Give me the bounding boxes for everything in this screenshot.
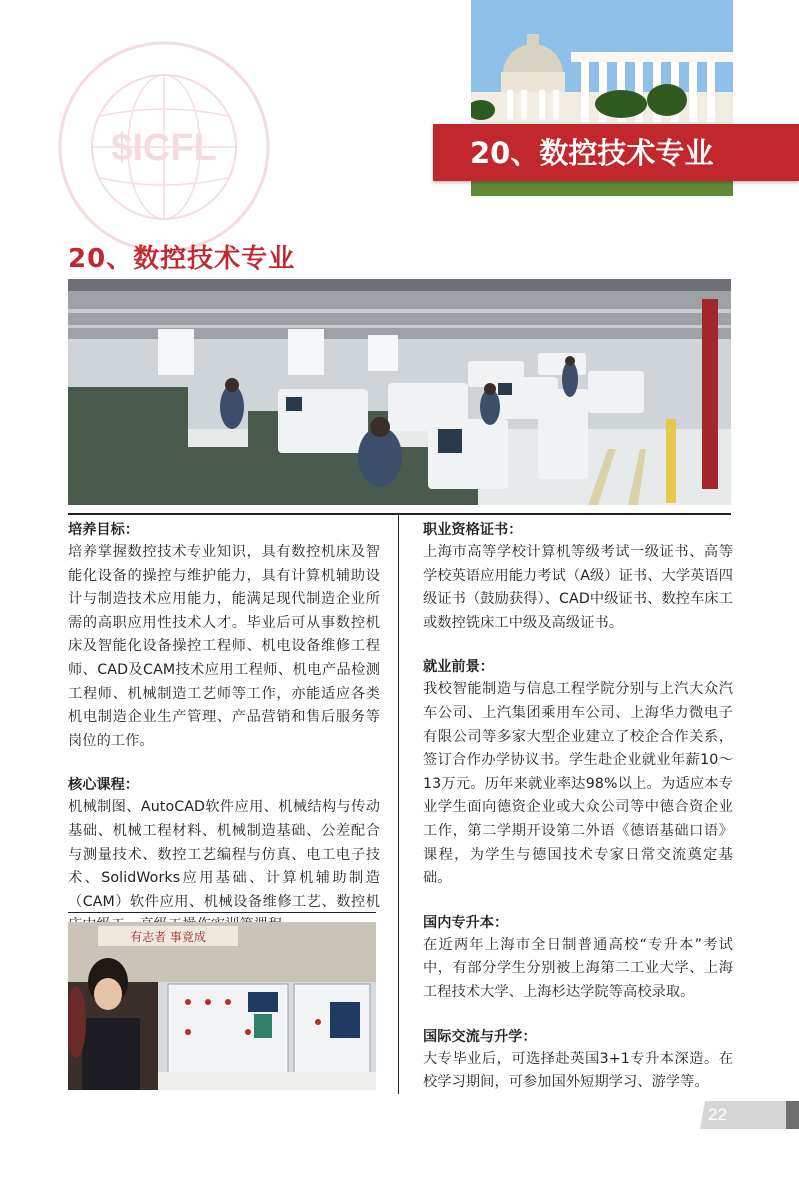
upgrade-heading: 国内专升本：	[423, 914, 509, 931]
courses-section	[68, 774, 380, 938]
left-column-divider	[68, 912, 376, 913]
certificates-section	[423, 519, 733, 635]
column-divider	[398, 514, 399, 1094]
page-number-tab-edge	[786, 1101, 799, 1129]
electrical-lab-photo	[68, 922, 376, 1090]
employment-heading: 就业前景：	[423, 659, 494, 676]
goal-text: 培养掌握数控技术专业知识，具有数控机床及智能化设备的操控与维护能力，具有计算机辅助设计与制造技术应用能力，能满足现代制造企业所需的高职应用性技术人才。毕业后可从事数控机床及智能化设备操控工程师、机电设备维修工程师、CAD及CAM技术应用工程师、机电产品检测工程师、机械制造工艺师等工作，亦能适应各类机电制造企业生产管理、产品营销和售后服务等岗位的工作。	[68, 544, 380, 749]
international-heading: 国际交流与升学：	[423, 1028, 537, 1045]
goal-heading: 培养目标：	[68, 522, 139, 538]
employment-text: 我校智能制造与信息工程学院分别与上汽大众汽车公司、上汽集团乘用车公司、上海华力微电子有限公司等多家大型企业建立了校企合作关系，签订合作办学协议书。学生赴企业就业年薪10～13万元。历年来就业率达98%以上。为适应本专业学生面向德资企业或大众公司等中德合资企业工作，第二学期开设第二外语《德语基础口语》课程，为学生与德国技术专家日常交流奠定基础。	[423, 681, 733, 887]
page-number: 22	[708, 1105, 727, 1124]
employment-section	[423, 656, 733, 890]
certificates-heading: 职业资格证书：	[423, 522, 523, 538]
lab-banner-text: 有志者 事竟成	[130, 930, 206, 944]
courses-text: 机械制图、AutoCAD软件应用、机械结构与传动基础、机械工程材料、机械制造基础、公差配合与测量技术、数控工艺编程与仿真、电工电子技术、SolidWorks应用基础、计算机辅助制造（CAM）软件应用、机械设备维修工艺、数控机	[68, 799, 380, 910]
left-column	[68, 519, 380, 959]
page-title: 20、数控技术专业	[68, 244, 296, 274]
banner-title: 20、数控技术专业	[470, 136, 714, 170]
section-divider	[68, 513, 731, 515]
certificates-text: 上海市高等学校计算机等级考试一级证书、高等学校英语应用能力考试（A级）证书、大学英语四级证书（鼓励获得）、CAD中级证书、数控车床工或数控铣床工中级及高级证书。	[423, 544, 733, 631]
international-text: 大专毕业后，可选择赴英国3+1专升本深造。在校学习期间，可参加国外短期学习、游学等。	[423, 1050, 733, 1091]
college-seal-watermark	[48, 36, 280, 258]
right-column	[423, 519, 733, 1116]
courses-heading: 核心课程：	[68, 777, 139, 794]
seal-logo-text: $ICFL	[111, 127, 217, 169]
upgrade-text: 在近两年上海市全日制普通高校“专升本”考试中，有部分学生分别被上海第二工业大学、上海工程技术大学、上海杉达学院等高校录取。	[423, 936, 733, 1000]
goal-section	[68, 519, 380, 753]
cnc-workshop-photo	[68, 279, 731, 505]
international-section	[423, 1026, 733, 1095]
upgrade-section	[423, 912, 733, 1005]
